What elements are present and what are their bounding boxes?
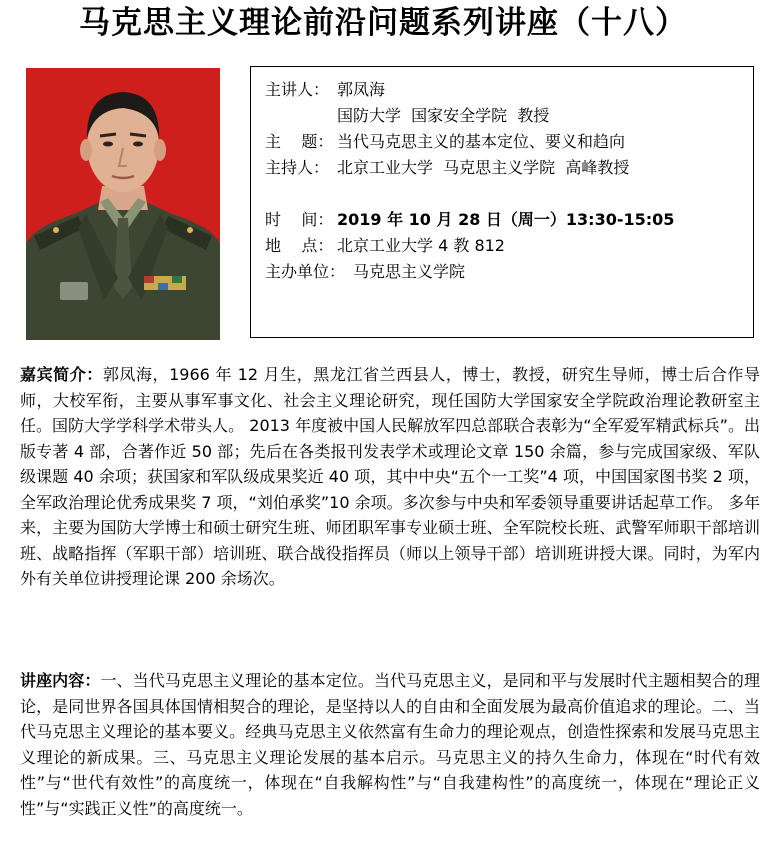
organizer-row [265,259,753,285]
topic-row [265,129,753,155]
page-title: 马克思主义理论前沿问题系列讲座（十八） [79,5,687,41]
organizer-label: 主办单位： [265,262,346,281]
lecture-heading: 讲座内容： [20,671,101,690]
speaker-affiliation: 国防大学 国家安全学院 教授 [337,106,550,125]
bio-text: 郭凤海，1966 年 12 月生，黑龙江省兰西县人，博士，教授，研究生导师，博士后合作导师，大校军衔，主要从事军事文化、社会主义理论研究，现任国防大学国家安全学院政治理论教研室主任。国防大学学科学术带头人。 2013 年度被中国人民解放军四总部联合表彰为“全军爱军精武标兵”。出版专著 4 部，合著作近 50 部；先后在各类报刊发表学术或理论文章 150 余篇，参与完成国家级、军队级课题 40 余项；获国家和军队级成果奖近 40 项，其中中央“五个一工奖”4 项，中国国家图书奖 2 项，全军政治理论优秀成果奖 7 项，“刘伯承奖”10 余项。多次参与中央和军委领导重要讲话起草工作。 多年来，主要为国防大学博士和硕士研究生班、师团职军事专业硕士班、全军院校长班、武警军师职干部培训班、战略指挥（军职干部）培训班、联合战役指挥员（师以上领导干部）培训班讲授大课。同时，为军内外有关单位讲授理论课 200 余场次。 [20,365,760,588]
time-row [265,207,753,233]
topic: 当代马克思主义的基本定位、要义和趋向 [337,132,626,151]
time-label: 时 间： [265,210,334,229]
time: 2019 年 10 月 28 日（周一）13:30-15:05 [337,210,675,229]
place-label: 地 点： [265,236,334,255]
speaker-label: 主讲人： [265,80,330,99]
host-row [265,155,753,181]
lecture-text: 一、当代马克思主义理论的基本定位。当代马克思主义，是同和平与发展时代主题相契合的理论，是同世界各国具体国情相契合的理论，是坚持以人的自由和全面发展为最高价值追求的理论。二、当代马克思主义理论的基本要义。经典马克思主义依然富有生命力的理论观点，创造性探索和发展马克思主义理论的新成果。三、马克思主义理论发展的基本启示。马克思主义的持久生命力，体现在“时代有效性”与“世代有效性”的高度统一，体现在“自我解构性”与“自我建构性”的高度统一，体现在“理论正义性”与“实践正义性”的高度统一。 [20,671,760,818]
lecture-info-box [250,66,754,338]
place: 北京工业大学 4 教 812 [337,236,505,255]
host-label: 主持人： [265,158,330,177]
place-row [265,233,753,259]
speaker-photo [26,68,220,340]
speaker-name: 郭凤海 [337,80,386,99]
organizer: 马克思主义学院 [353,262,466,281]
speaker-affiliation-row [265,103,753,129]
speaker-bio [20,362,760,592]
bio-heading: 嘉宾简介： [20,365,103,384]
host: 北京工业大学 马克思主义学院 高峰教授 [337,158,630,177]
topic-label: 主 题： [265,132,334,151]
speaker-row [265,77,753,103]
lecture-content [20,668,760,821]
